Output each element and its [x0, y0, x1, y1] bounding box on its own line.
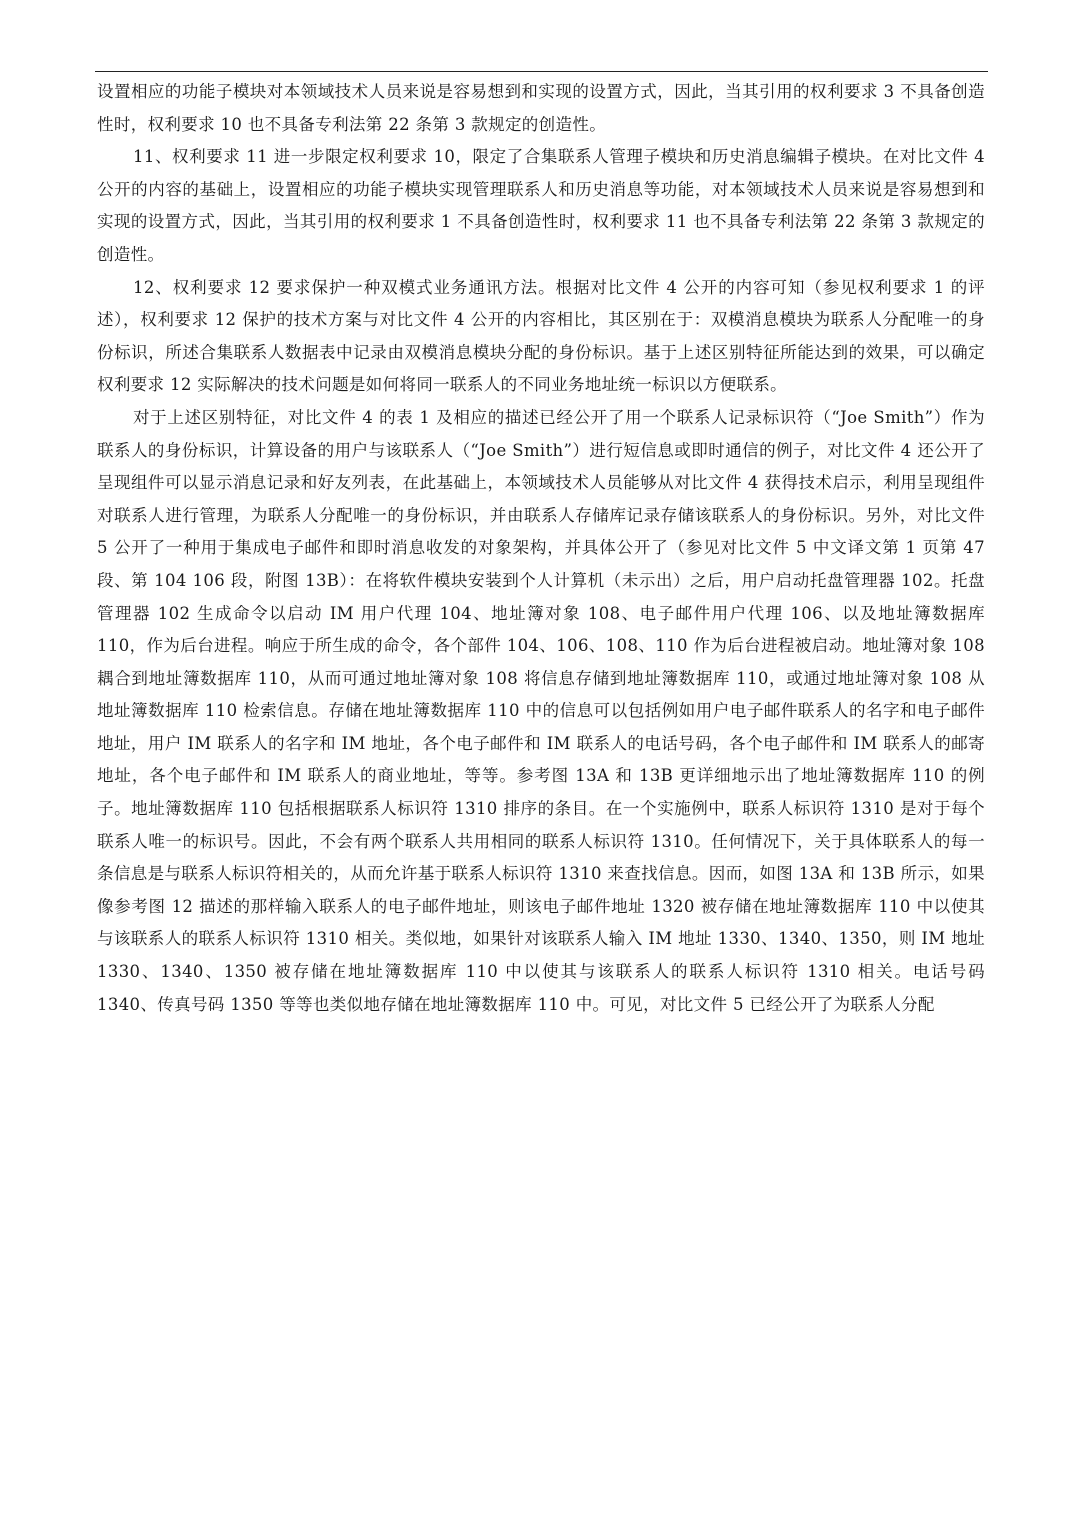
- paragraph-continuation: 设置相应的功能子模块对本领域技术人员来说是容易想到和实现的设置方式，因此，当其引用的权利要求 3 不具备创造性时，权利要求 10 也不具备专利法第 22 条第 3 款规定的创造性。: [97, 82, 985, 134]
- document-body: [97, 76, 985, 1021]
- header-rule: [95, 71, 988, 72]
- paragraph-claim-11: 11、权利要求 11 进一步限定权利要求 10，限定了合集联系人管理子模块和历史消息编辑子模块。在对比文件 4 公开的内容的基础上，设置相应的功能子模块实现管理联系人和历史消息等功能，对本领域技术人员来说是容易想到和实现的设置方式，因此，当其引用的权利要求 1 不具备创造性时，权利要求 11 也不具备专利法第 22 条第 3 款规定的创造性。: [97, 147, 985, 264]
- paragraph-distinguishing-feature-analysis: 对于上述区别特征，对比文件 4 的表 1 及相应的描述已经公开了用一个联系人记录标识符（“Joe Smith”）作为联系人的身份标识，计算设备的用户与该联系人（“Joe Smith”）进行短信息或即时通信的例子，对比文件 4 还公开了呈现组件可以显示消息记录和好友列表，在此基础上，本领域技术人员能够从对比文件 4 获得技术启示，利用呈现组件对联系人进行管理，为联系人分配唯一的身份标识，并由联系人存储库记录存储该联系人的身份标识。另外，对比文件 5 公开了一种用于集成电子邮件和即时消息收发的对象架构，并具体公开了（参见对比文件 5 中文译文第 1 页第 47 段、第 104 106 段，附图 13B）：在将软件模块安装到个人计算机（未示出）之后，用户启动托盘管理器 102。托盘管理器 102 生成命令以启动 IM 用户代理 104、地址簿对象 108、电子邮件用户代理 106、以及地址簿数据库 110，作为后台进程。响应于所生成的命令，各个部件 104、106、108、110 作为后台进程被启动。地址簿对象 108 耦合到地址簿数据库 110，从而可通过地址簿对象 108 将信息存储到地址簿数据库 110，或通过地址簿对象 108 从地址簿数据库 110 检索信息。存储在地址簿数据库 110 中的信息可以包括例如用户电子邮件联系人的名字和电子邮件地址，用户 IM 联系人的名字和 IM 地址，各个电子邮件和 IM 联系人的电话号码，各个电子邮件和 IM 联系人的邮寄地址，各个电子邮件和 IM 联系人的商业地址，等等。参考图 13A 和 13B 更详细地示出了地址簿数据库 110 的例子。地址簿数据库 110 包括根据联系人标识符 1310 排序的条目。在一个实施例中，联系人标识符 1310 是对于每个联系人唯一的标识号。因此，不会有两个联系人共用相同的联系人标识符 1310。任何情况下，关于具体联系人的每一条信息是与联系人标识符相关的，从而允许基于联系人标识符 1310 来查找信息。因而，如图 13A 和 13B 所示，如果像参考图 12 描述的那样输入联系人的电子邮件地址，则该电子邮件地址 1320 被存储在地址簿数据库 110 中以使其与该联系人的联系人标识符 1310 相关。类似地，如果针对该联系人输入 IM 地址 1330、1340、1350，则 IM 地址 1330、1340、1350 被存储在地址簿数据库 110 中以使其与该联系人的联系人标识符 1310 相关。电话号码 1340、传真号码 1350 等等也类似地存储在地址簿数据库 110 中。可见，对比文件 5 已经公开了为联系人分配: [97, 407, 985, 1014]
- paragraph-claim-12: 12、权利要求 12 要求保护一种双模式业务通讯方法。根据对比文件 4 公开的内容可知（参见权利要求 1 的评述），权利要求 12 保护的技术方案与对比文件 4 公开的内容相比，其区别在于：双模消息模块为联系人分配唯一的身份标识，所述合集联系人数据表中记录由双模消息模块分配的身份标识。基于上述区别特征所能达到的效果，可以确定权利要求 12 实际解决的技术问题是如何将同一联系人的不同业务地址统一标识以方便联系。: [97, 277, 985, 395]
